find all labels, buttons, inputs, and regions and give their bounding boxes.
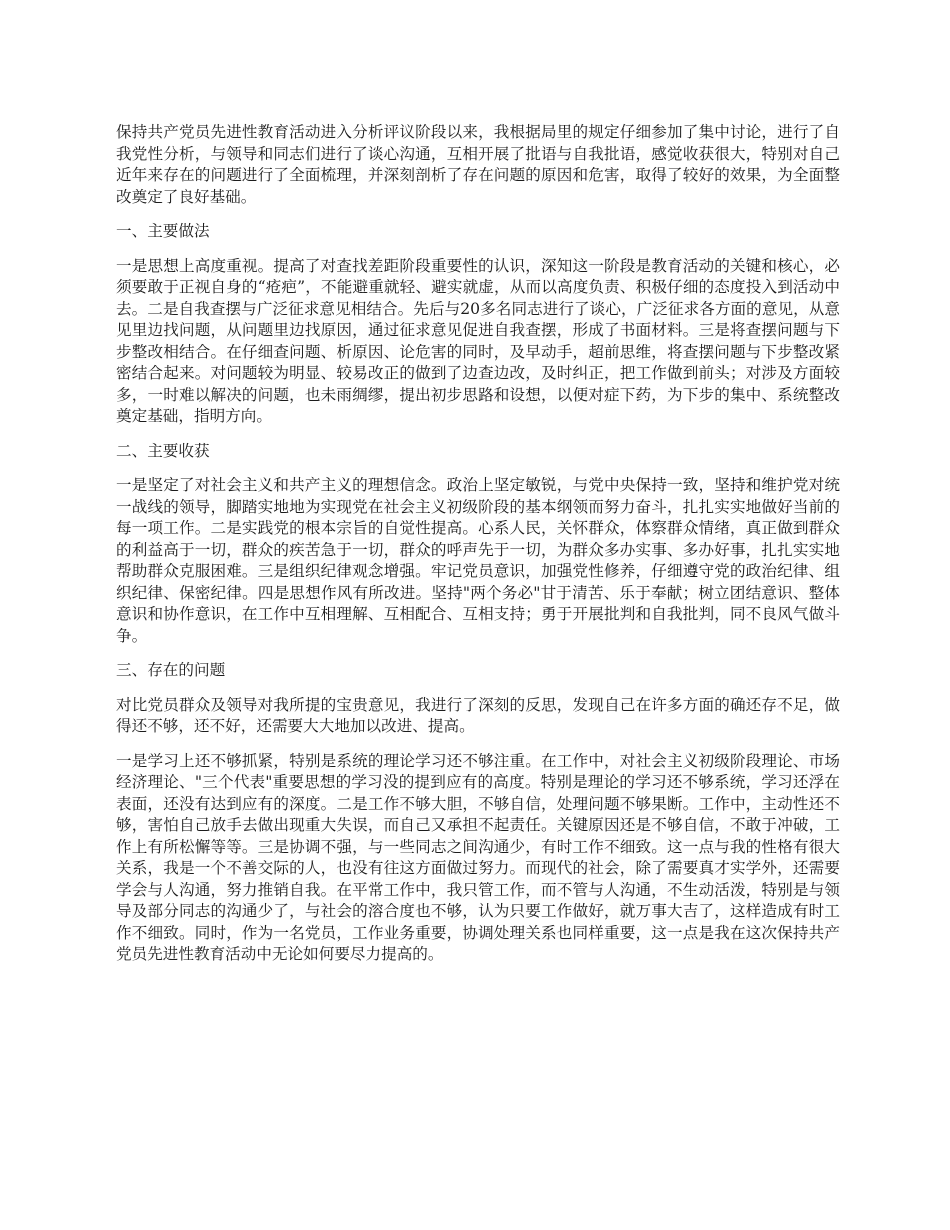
problems-paragraph-1: 对比党员群众及领导对我所提的宝贵意见，我进行了深刻的反思，发现自己在许多方面的确还存不足，做得还不够，还不好，还需要大大地加以改进、提高。	[116, 695, 840, 735]
practices-paragraph: 一是思想上高度重视。提高了对查找差距阶段重要性的认识，深知这一阶段是教育活动的关键和核心，必须要敢于正视自身的“疮疤”，不能避重就轻、避实就虚，从而以高度负责、积极仔细的态度投入到活动中去。二是自我查摆与广泛征求意见相结合。先后与20多名同志进行了谈心，广泛征求各方面的意见，从意见里边找问题，从问题里边找原因，通过征求意见促进自我查摆，形成了书面材料。三是将查摆问题与下步整改相结合。在仔细查问题、析原因、论危害的同时，及早动手，超前思维，将查摆问题与下步整改紧密结合起来。对问题较为明显、较易改正的做到了边查边改，及时纠正，把工作做到前头；对涉及方面较多，一时难以解决的问题，也未雨绸缪，提出初步思路和设想，以便对症下药，为下步的集中、系统整改奠定基础，指明方向。	[116, 256, 840, 425]
section-heading-problems: 三、存在的问题	[116, 661, 226, 679]
intro-paragraph: 保持共产党员先进性教育活动进入分析评议阶段以来，我根据局里的规定仔细参加了集中讨论，进行了自我党性分析，与领导和同志们进行了谈心沟通，互相开展了批语与自我批语，感觉收获很大，特别对自己近年来存在的问题进行了全面梳理，并深刻剖析了存在问题的原因和危害，取得了较好的效果，为全面整改奠定了良好基础。	[116, 123, 840, 206]
gains-paragraph: 一是坚定了对社会主义和共产主义的理想信念。政治上坚定敏锐，与党中央保持一致，坚持和维护党对统一战线的领导，脚踏实地地为实现党在社会主义初级阶段的基本纲领而努力奋斗，扎扎实实地做好当前的每一项工作。二是实践党的根本宗旨的自觉性提高。心系人民，关怀群众，体察群众情绪，真正做到群众的利益高于一切，群众的疾苦急于一切，群众的呼声先于一切，为群众多办实事、多办好事，扎扎实实地帮助群众克服困难。三是组织纪律观念增强。牢记党员意识，加强党性修养，仔细遵守党的政治纪律、组织纪律、保密纪律。四是思想作风有所改进。坚持"两个务必"甘于清苦、乐于奉献；树立团结意识、整体意识和协作意识，在工作中互相理解、互相配合、互相支持；勇于开展批判和自我批判，同不良风气做斗争。	[116, 476, 840, 645]
section-heading-gains: 二、主要收获	[116, 441, 210, 460]
document-body	[116, 122, 840, 979]
section-heading-practices: 一、主要做法	[116, 222, 210, 240]
problems-paragraph-2: 一是学习上还不够抓紧，特别是系统的理论学习还不够注重。在工作中，对社会主义初级阶段理论、市场经济理论、"三个代表"重要思想的学习没的提到应有的高度。特别是理论的学习还不够系统，学习还浮在表面，还没有达到应有的深度。二是工作不够大胆，不够自信，处理问题不够果断。工作中，主动性还不够，害怕自己放手去做出现重大失误，而自己又承担不起责任。关键原因还是不够自信，不敢于冲破，工作上有所松懈等等。三是协调不强，与一些同志之间沟通少，有时工作不细致。这一点与我的性格有很大关系，我是一个不善交际的人，也没有往这方面做过努力。而现代的社会，除了需要真才实学外，还需要学会与人沟通，努力推销自我。在平常工作中，我只管工作，而不管与人沟通，不生动活泼，特别是与领导及部分同志的沟通少了，与社会的溶合度也不够，认为只要工作做好，就万事大吉了，这样造成有时工作不细致。同时，作为一名党员，工作业务重要，协调处理关系也同样重要，这一点是我在这次保持共产党员先进性教育活动中无论如何要尽力提高的。	[116, 751, 840, 963]
